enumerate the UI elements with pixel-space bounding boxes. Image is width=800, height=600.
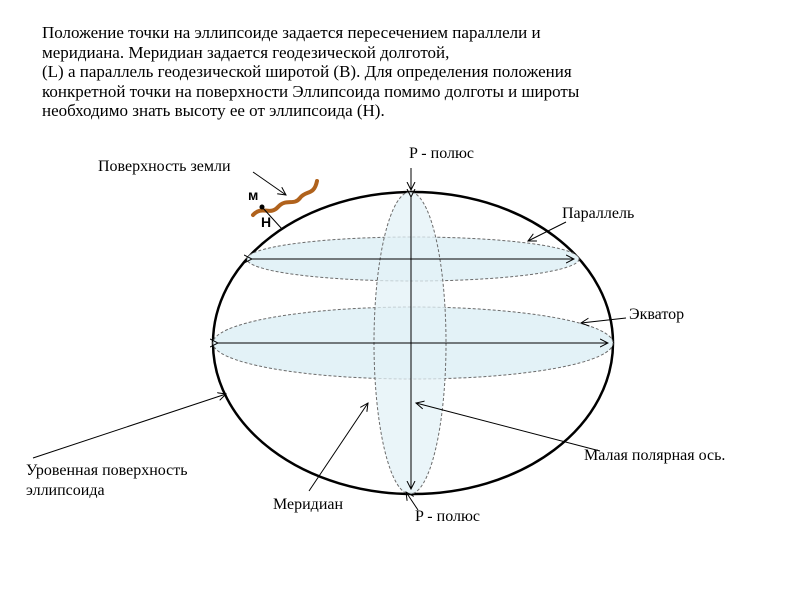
intro-line: (L) а параллель геодезической широтой (B). Для определения положения (42, 62, 572, 81)
label-equator: Экватор (629, 306, 685, 323)
intro-line: меридиана. Меридиан задается геодезической долготой, (42, 42, 450, 62)
label-parallel: Параллель (562, 205, 635, 222)
label-pole-top: P - полюс (409, 145, 475, 162)
label-pole-bottom: P - полюс (415, 508, 481, 525)
label-level-surface-line1: Уровенная поверхность (26, 462, 188, 479)
label-point-m: м (248, 187, 259, 203)
label-level-surface-line2: эллипсоида (26, 482, 105, 499)
label-level-surface (26, 461, 188, 501)
label-minor-axis: Малая полярная ось. (584, 447, 726, 464)
label-height-h: Н (261, 214, 272, 230)
intro-line: Положение точки на эллипсоиде задается пересечением параллели и (42, 23, 541, 42)
label-earth-surface: Поверхность земли (98, 158, 231, 175)
label-meridian: Меридиан (273, 496, 344, 513)
level-surface-callout (33, 394, 226, 458)
intro-line: необходимо знать высоту ее от эллипсоида (H). (42, 101, 385, 120)
earth-surface-curve (253, 181, 317, 215)
intro-line: конкретной точки на поверхности Эллипсоида помимо долготы и широты (42, 81, 580, 101)
